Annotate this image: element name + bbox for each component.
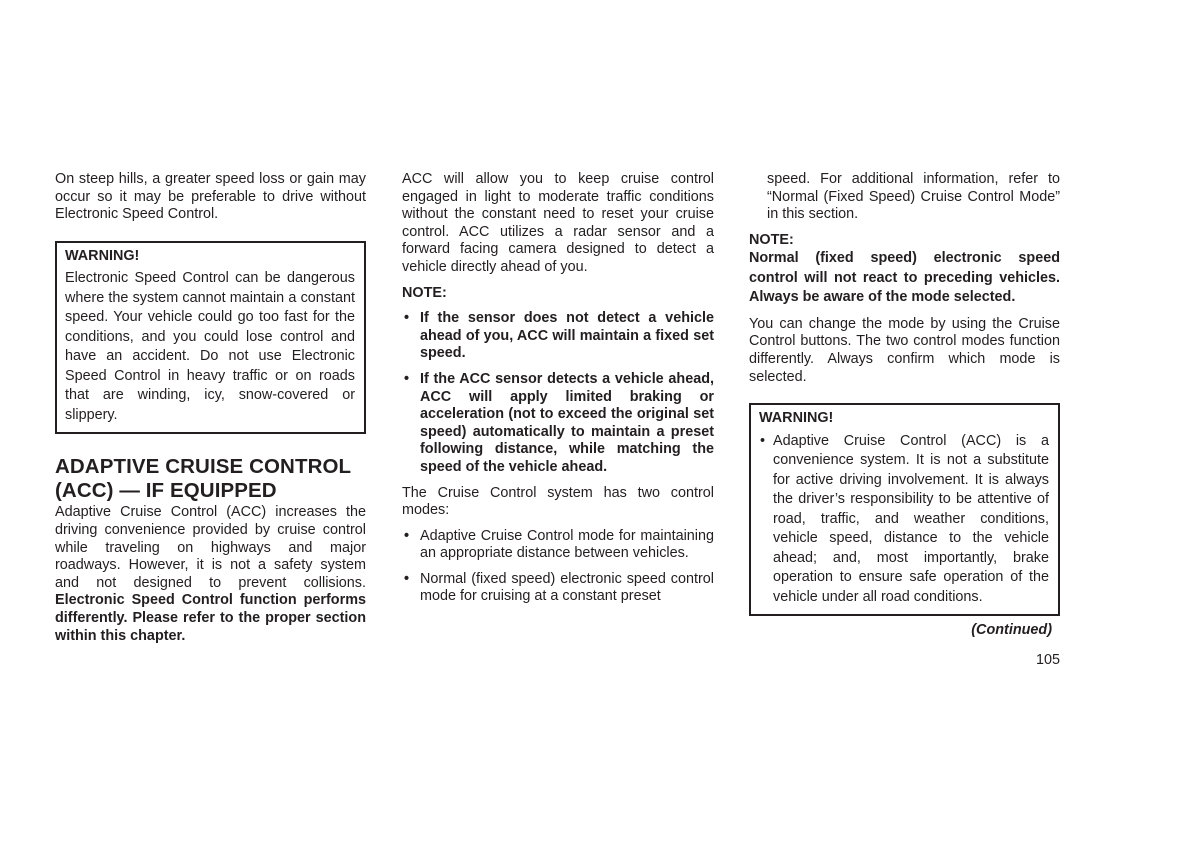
bullet-icon: • — [404, 310, 410, 327]
list-item — [402, 371, 714, 477]
warning-heading: WARNING! — [759, 410, 834, 427]
acc-intro-paragraph: ACC will allow you to keep cruise control engaged in light to moderate traffic conditions without the constant need to reset your cruise control. ACC utilizes a radar sensor and a forward facing camera designed to detect a vehicle directly ahead of you. — [402, 171, 714, 275]
list-item-text: Normal (fixed speed) electronic speed control mode for cruising at a constant preset — [420, 570, 714, 605]
mode-bullet-list — [402, 528, 714, 606]
warning-box — [55, 241, 366, 435]
bullet-icon: • — [760, 432, 766, 449]
list-item-text: Adaptive Cruise Control mode for maintaining an appropriate distance between vehicles. — [420, 527, 714, 562]
modes-intro: The Cruise Control system has two control modes: — [402, 484, 714, 519]
column-right — [749, 171, 1060, 640]
warning-heading: WARNING! — [65, 247, 140, 264]
acc-description — [55, 504, 366, 645]
note-label: NOTE: — [749, 231, 794, 248]
bullet-icon: • — [404, 570, 410, 587]
list-item — [402, 528, 714, 563]
note-bullet-list — [402, 310, 714, 476]
acc-description-bold: Electronic Speed Control function performs differently. Please refer to the proper section within this chapter. — [55, 592, 366, 644]
list-item — [402, 310, 714, 363]
warning-text: Electronic Speed Control can be dangerous where the system cannot maintain a constant speed. Your vehicle could go too fast for the conditions, and you could lose control and have an accident. Do not use Electronic Speed Control in heavy traffic or on roads that are winding, icy, snow-covered or slippery. — [65, 270, 355, 423]
bullet-icon: • — [404, 370, 410, 387]
continued-label: (Continued) — [971, 622, 1052, 639]
warning-text: Adaptive Cruise Control (ACC) is a convenience system. It is not a substitute for active driving involvement. It is always the driver’s responsibility to be attentive of road, traffic, and weather conditions, vehicle speed, distance to the vehicle ahead; and, most importantly, brake operation to ensure safe operation of the vehicle under all road conditions. — [773, 432, 1049, 605]
page-number: 105 — [1035, 652, 1060, 668]
warning-box — [749, 403, 1060, 616]
column-left — [55, 171, 366, 645]
warning-bullet-list — [759, 432, 1049, 608]
intro-paragraph: On steep hills, a greater speed loss or gain may occur so it may be preferable to drive without Electronic Speed Control. — [55, 171, 366, 223]
list-item-text: If the sensor does not detect a vehicle ahead of you, ACC will maintain a fixed set speed. — [420, 310, 714, 362]
continued-paragraph: speed. For additional information, refer to “Normal (Fixed Speed) Cruise Control Mode” in this section. — [767, 171, 1060, 223]
list-item — [402, 571, 714, 606]
bullet-icon: • — [404, 527, 410, 544]
mode-change-paragraph: You can change the mode by using the Cruise Control buttons. The two control modes function differently. Always confirm which mode is selected. — [749, 315, 1060, 385]
note-label: NOTE: — [402, 284, 447, 301]
column-middle — [402, 171, 714, 614]
section-heading: ADAPTIVE CRUISE CONTROL (ACC) — IF EQUIPPED — [55, 455, 351, 503]
note-text: Normal (fixed speed) electronic speed control will not react to preceding vehicles. Always be aware of the mode selected. — [749, 250, 1060, 306]
acc-description-regular: Adaptive Cruise Control (ACC) increases the driving convenience provided by cruise control while traveling on highways and major roadways. However, it is not a safety system and not designed to prevent collisions. — [55, 504, 366, 591]
list-item-text: If the ACC sensor detects a vehicle ahead, ACC will apply limited braking or acceleration (not to exceed the original set speed) automatically to maintain a preset following distance, while matching the speed of the vehicle ahead. — [420, 370, 714, 475]
list-item — [759, 432, 1049, 608]
